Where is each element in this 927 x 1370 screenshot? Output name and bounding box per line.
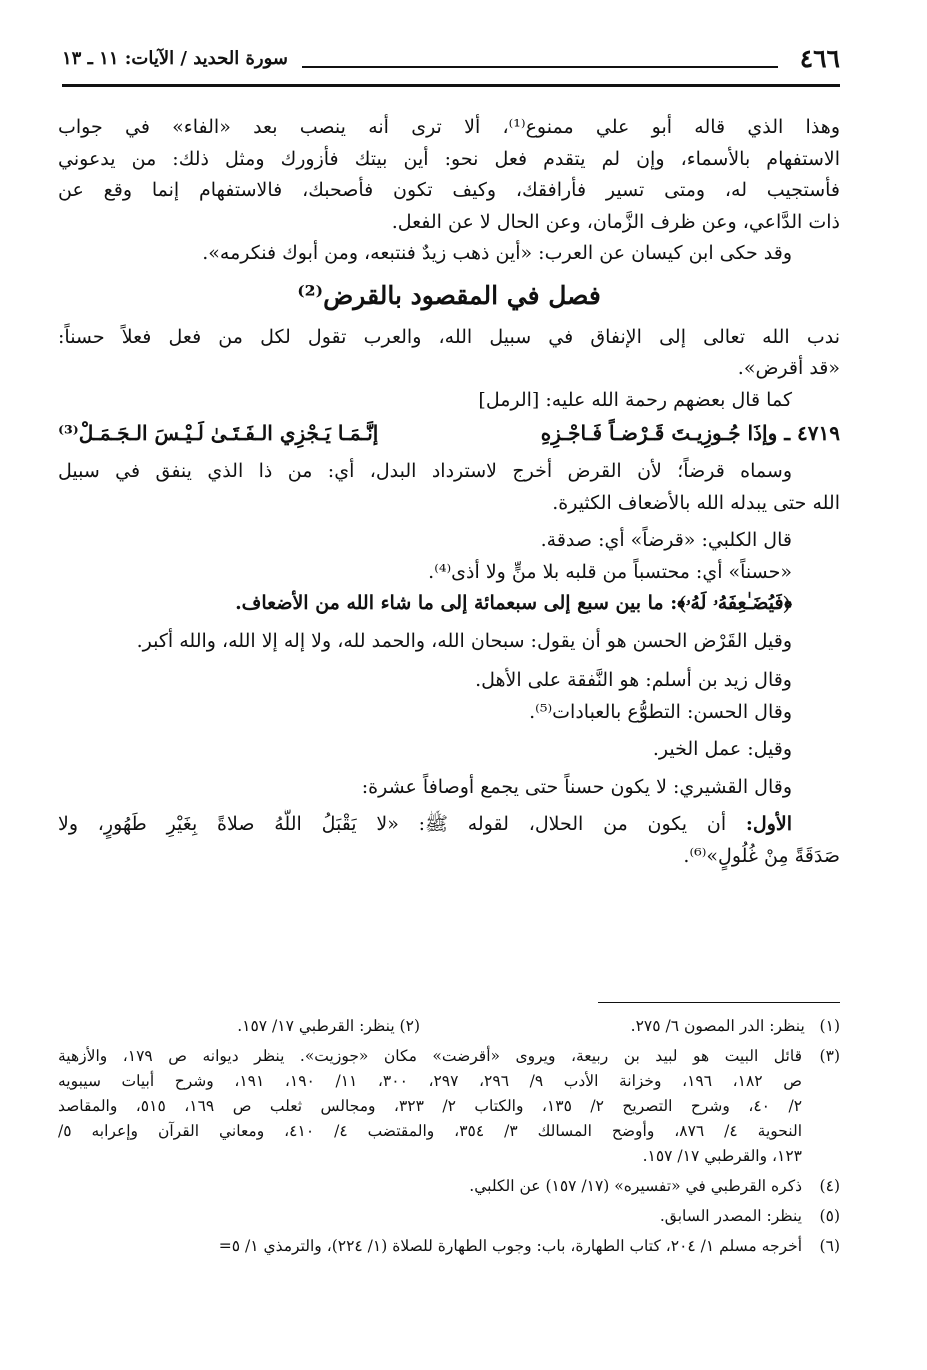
footnote-5 [58, 1204, 840, 1229]
text-line: ذات الدَّاعي، وعن ظرف الزَّمان، وعن الحال لا عن الفعل. [391, 210, 840, 233]
footnote-number: (١) [819, 1017, 840, 1035]
footnote-line: ٢/ ٤٠، وشرح التصريح ٢/ ١٣٥، والكتاب ٢/ ٣٢٣، ومجالس ثعلب ص ١٦٩، ٥١٥، والمقاصد [58, 1097, 802, 1115]
text-line: «حسناً» أي: محتسباً من قلبه بلا منٍّ ولا أذى⁽⁴⁾. [428, 560, 792, 583]
footnote-1 [631, 1014, 840, 1039]
list-text: أن يكون من الحلال، لقوله ﷺ: «لا يَقْبَلُ اللَّهُ صلاةً بِغَيْرِ طَهُورٍ، ولا [58, 813, 746, 835]
text-line: الله حتى يبدله الله بالأضعاف الكثيرة. [552, 491, 840, 514]
text-line: وسماه قرضاً؛ لأن القرض أخرج لاسترداد البدل، أي: من ذا الذي ينفق في سبيل [58, 460, 792, 482]
footnote-number: (٥) [819, 1207, 840, 1225]
page-header [62, 44, 840, 90]
text-line: ندب الله تعالى إلى الإنفاق في سبيل الله، والعرب تقول لكل من فعل فعلاً حسناً: [58, 325, 840, 348]
text-line: وقال زيد بن أسلم: هو النَّفقة على الأهل. [475, 669, 792, 691]
poetry-verse [58, 416, 840, 450]
running-title: سورة الحديد / الآيات: ١١ ـ ١٣ [62, 48, 289, 69]
footnote-line: ١٢٣، والقرطبي ١٧/ ١٥٧. [642, 1147, 802, 1165]
header-underline [62, 84, 840, 87]
section-heading: فصل في المقصود بالقرض⁽²⁾ [297, 280, 601, 310]
footnote-line: ينظر: المصدر السابق. [659, 1207, 802, 1225]
quran-quote-line: ﴿فَيُضَـٰعِفَهُۥ لَهُۥ﴾: ما بين سبع إلى سبعمائة إلى ما شاء الله من الأضعاف. [235, 592, 792, 614]
text-line: كما قال بعضهم رحمة الله عليه: [الرمل] [478, 388, 792, 411]
text-line: وقال القشيري: لا يكون حسناً حتى يجمع أوصافاً عشرة: [361, 775, 792, 798]
footnote-line: ص ١٨٢، ١٩٦، وخزانة الأدب ٩/ ٢٩٦، ٢٩٧، ٣٠٠، ١١/ ١٩٠، ١٩١، وشرح أبيات سيبويه [58, 1072, 802, 1090]
footnote-line: ذكره القرطبي في «تفسيره» (١٧/ ١٥٧) عن الكلبي. [469, 1177, 802, 1195]
footnote-line: النحوية ٤/ ٨٧٦، وأوضح المسالك ٣/ ٣٥٤، والمقتضب ٤/ ٤١٠، ومعاني القرآن وإعرابه ٥/ [58, 1122, 802, 1140]
verse-first-hemistich: ٤٧١٩ ـ وإذَا جُـوزِيـتَ قَـرْضـاً فَـاجْـزِهِ [540, 421, 840, 445]
main-text [58, 112, 840, 872]
list-lead: الأول: [745, 813, 792, 835]
footnote-number: (٤) [819, 1177, 840, 1195]
footnote-number: (٦) [819, 1237, 840, 1255]
footnote-row [58, 1014, 840, 1039]
text-line: وقيل القَرْض الحسن هو أن يقول: سبحان الله، والحمد لله، ولا إله إلا الله، والله أكبر. [136, 629, 792, 652]
text-line: وقال الحسن: التطوُّع بالعبادات⁽⁵⁾. [529, 700, 792, 723]
text-line: الاستفهام بالأسماء، وإن لم يتقدم فعل نحو: أين بيتك فأزورك ومثل ذلك: من يدعوني [58, 147, 840, 170]
text-line: صَدَقَةً مِنْ غُلُولٍ»⁽⁶⁾. [683, 844, 840, 867]
footnote-text: ينظر: الدر المصون ٦/ ٢٧٥. [630, 1017, 805, 1035]
footnote-line: أخرجه مسلم ١/ ٢٠٤، كتاب الطهارة، باب: وجوب الطهارة للصلاة (١/ ٢٢٤)، والترمذي ١/ ٥= [218, 1237, 802, 1255]
footnote-6 [58, 1234, 840, 1259]
footnotes [58, 1014, 840, 1264]
footnote-2: (٢) ينظر: القرطبي ١٧/ ١٥٧. [237, 1017, 420, 1035]
header-rule [302, 66, 778, 68]
text-line [58, 809, 840, 841]
text-line: وهذا الذي قاله أبو علي ممنوع⁽¹⁾، ألا ترى أنه ينصب بعد «الفاء» في جواب [58, 116, 840, 138]
text-line: قال الكلبي: «قرضاً» أي: صدقة. [540, 529, 792, 551]
text-line: «قد أقرض». [737, 357, 840, 379]
footnote-3 [58, 1044, 840, 1169]
footnote-4 [58, 1174, 840, 1199]
page-number: ٤٦٦ [799, 44, 840, 73]
verse-second-hemistich: إنَّـمَـا يَـجْزِي الـفَـتَـىٰ لَـيْـسَ الـجَـمَـلْ⁽³⁾ [58, 421, 379, 445]
text-line: وقيل: عمل الخير. [652, 738, 792, 760]
text-line: فأستجيب له، ومتى تسير فأرافقك، وكيف تكون فأصحبك، فالاستفهام إنما وقع عن [58, 179, 840, 201]
footnote-number: (٣) [819, 1047, 840, 1065]
footnote-separator [598, 1002, 840, 1003]
footnote-line: قائل البيت هو لبيد بن ربيعة، ويروى «أقرضت» مكان «جوزيت». ينظر ديوانه ص ١٧٩، والأزهية [58, 1047, 802, 1065]
text-line: وقد حكى ابن كيسان عن العرب: «أين ذهب زيدٌ فنتبعه، ومن أبوك فنكرمه». [202, 242, 792, 264]
